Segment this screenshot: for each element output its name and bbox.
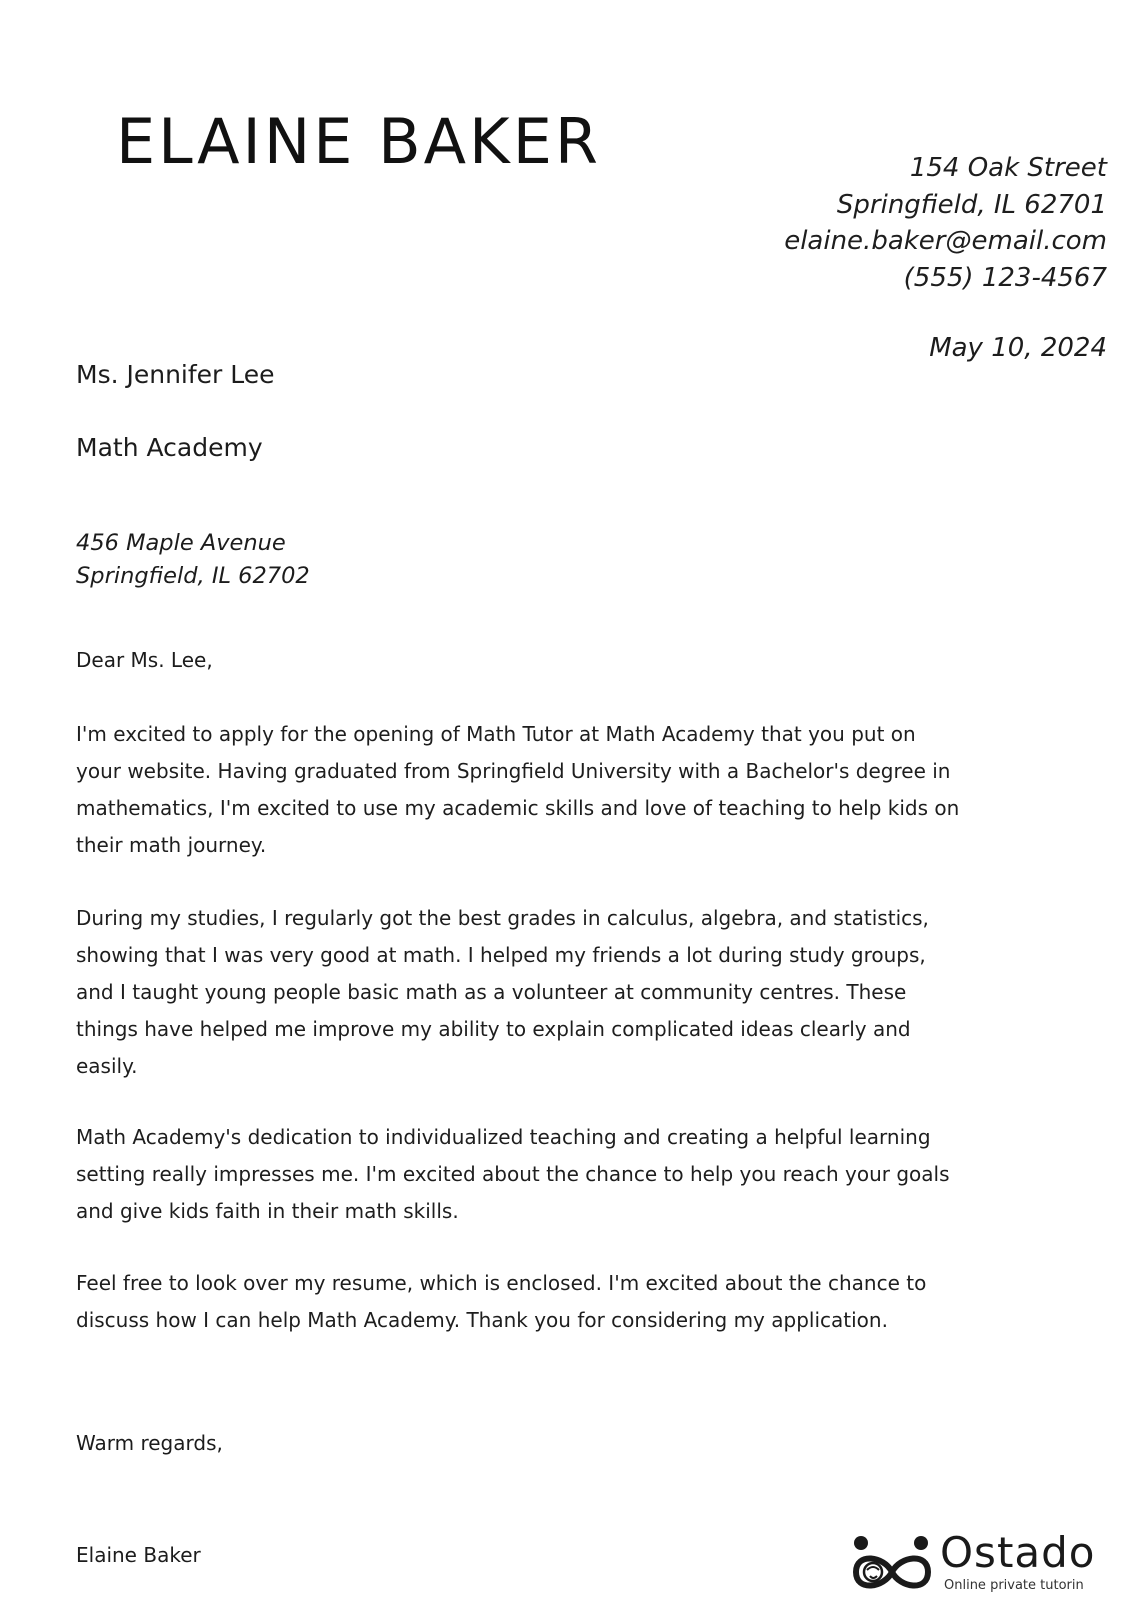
paragraph-line: their math journey. (76, 833, 267, 857)
paragraph-line: mathematics, I'm excited to use my academic skills and love of teaching to help kids on (76, 796, 960, 820)
body-paragraph-2 (76, 900, 976, 1085)
paragraph-line: Math Academy's dedication to individualized teaching and creating a helpful learning (76, 1125, 931, 1149)
letter-date: May 10, 2024 (929, 333, 1107, 363)
brand-logo (848, 1530, 1118, 1600)
sender-name: ELAINE BAKER (116, 105, 601, 178)
recipient-address (76, 527, 310, 593)
sender-contact-block (784, 150, 1107, 296)
salutation: Dear Ms. Lee, (76, 648, 213, 672)
body-paragraph-3 (76, 1119, 976, 1230)
sender-email: elaine.baker@email.com (784, 226, 1107, 256)
paragraph-line: things have helped me improve my ability to explain complicated ideas clearly and (76, 1017, 911, 1041)
infinity-people-icon (848, 1534, 936, 1596)
paragraph-line: easily. (76, 1054, 138, 1078)
closing: Warm regards, (76, 1431, 223, 1455)
recipient-name: Ms. Jennifer Lee (76, 360, 275, 389)
sender-city-state-zip: Springfield, IL 62701 (836, 189, 1107, 220)
sender-street: 154 Oak Street (909, 153, 1107, 183)
paragraph-line: and I taught young people basic math as a volunteer at community centres. These (76, 980, 907, 1004)
body-paragraph-1 (76, 716, 976, 864)
body-paragraph-4 (76, 1265, 976, 1339)
paragraph-line: showing that I was very good at math. I helped my friends a lot during study groups, (76, 943, 926, 967)
signature-name: Elaine Baker (76, 1543, 201, 1567)
paragraph-line: During my studies, I regularly got the best grades in calculus, algebra, and statistics, (76, 906, 929, 930)
sender-phone: (555) 123-4567 (903, 262, 1107, 293)
paragraph-line: and give kids faith in their math skills. (76, 1199, 459, 1223)
paragraph-line: setting really impresses me. I'm excited about the chance to help you reach your goals (76, 1162, 950, 1186)
recipient-company: Math Academy (76, 433, 263, 462)
recipient-city-state-zip: Springfield, IL 62702 (76, 563, 310, 589)
brand-tagline: Online private tutorin (944, 1578, 1084, 1593)
brand-name: Ostado (940, 1530, 1096, 1577)
paragraph-line: I'm excited to apply for the opening of Math Tutor at Math Academy that you put on (76, 722, 916, 746)
paragraph-line: Feel free to look over my resume, which is enclosed. I'm excited about the chance to (76, 1271, 927, 1295)
paragraph-line: discuss how I can help Math Academy. Thank you for considering my application. (76, 1308, 888, 1332)
recipient-street: 456 Maple Avenue (76, 530, 286, 556)
paragraph-line: your website. Having graduated from Springfield University with a Bachelor's degree in (76, 759, 951, 783)
